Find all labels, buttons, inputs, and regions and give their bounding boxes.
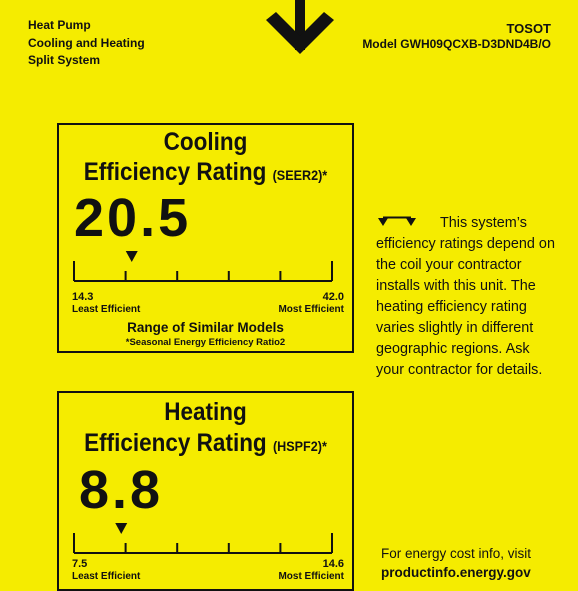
cooling-most-label: Most Efficient [278,304,344,315]
cooling-scale-max: 42.0 [322,291,344,303]
coil-explanation [376,213,556,381]
heating-scale [59,515,356,555]
heating-rating-box [57,391,354,591]
energy-cost-link[interactable]: productinfo.energy.gov [381,565,531,580]
cooling-scale-min: 14.3 [72,291,94,303]
seer-footnote: *Seasonal Energy Efficiency Ratio2 [125,337,286,348]
heating-subtitle [74,429,338,458]
cooling-value: 20.5 [74,188,192,248]
indicator-icon [376,215,440,227]
heating-scale-min: 7.5 [72,558,88,570]
cooling-title: Cooling [163,128,248,156]
energy-cost-text: For energy cost info, visit [381,546,532,561]
cooling-least-label: Least Efficient [72,304,141,315]
heating-least-label: Least Efficient [72,571,141,582]
model-number: Model GWH09QCXB-D3DND4B/O [362,37,551,51]
range-title: Range of Similar Models [127,320,284,335]
heating-subtitle-text: Efficiency Rating [84,429,267,457]
product-lines [28,17,145,70]
product-line: Split System [28,53,101,67]
brand-name: TOSOT [506,21,551,36]
product-line: Cooling and Heating [28,35,145,50]
cooling-subtitle-text: Efficiency Rating [83,158,267,186]
heating-marker-icon [115,523,127,534]
cooling-metric: (SEER2)* [272,167,328,183]
product-line: Heat Pump [28,18,91,32]
energy-cost-info [381,544,531,582]
heating-most-label: Most Efficient [278,571,344,582]
heating-title: Heating [164,398,247,426]
down-arrow-icon [258,0,348,78]
heating-scale-max: 14.6 [322,558,344,570]
cooling-subtitle [74,158,338,187]
cooling-rating-box [57,123,354,353]
heating-metric: (HSPF2)* [272,438,327,454]
explanation-text: This system’s efficiency ratings depend on the coil your contractor installs with this unit. The heating efficiency rating varies slightly in different geographic regions. Ask your contractor for details. [376,215,555,378]
cooling-scale [59,243,356,283]
heating-value: 8.8 [79,460,164,520]
cooling-marker-icon [126,251,138,262]
